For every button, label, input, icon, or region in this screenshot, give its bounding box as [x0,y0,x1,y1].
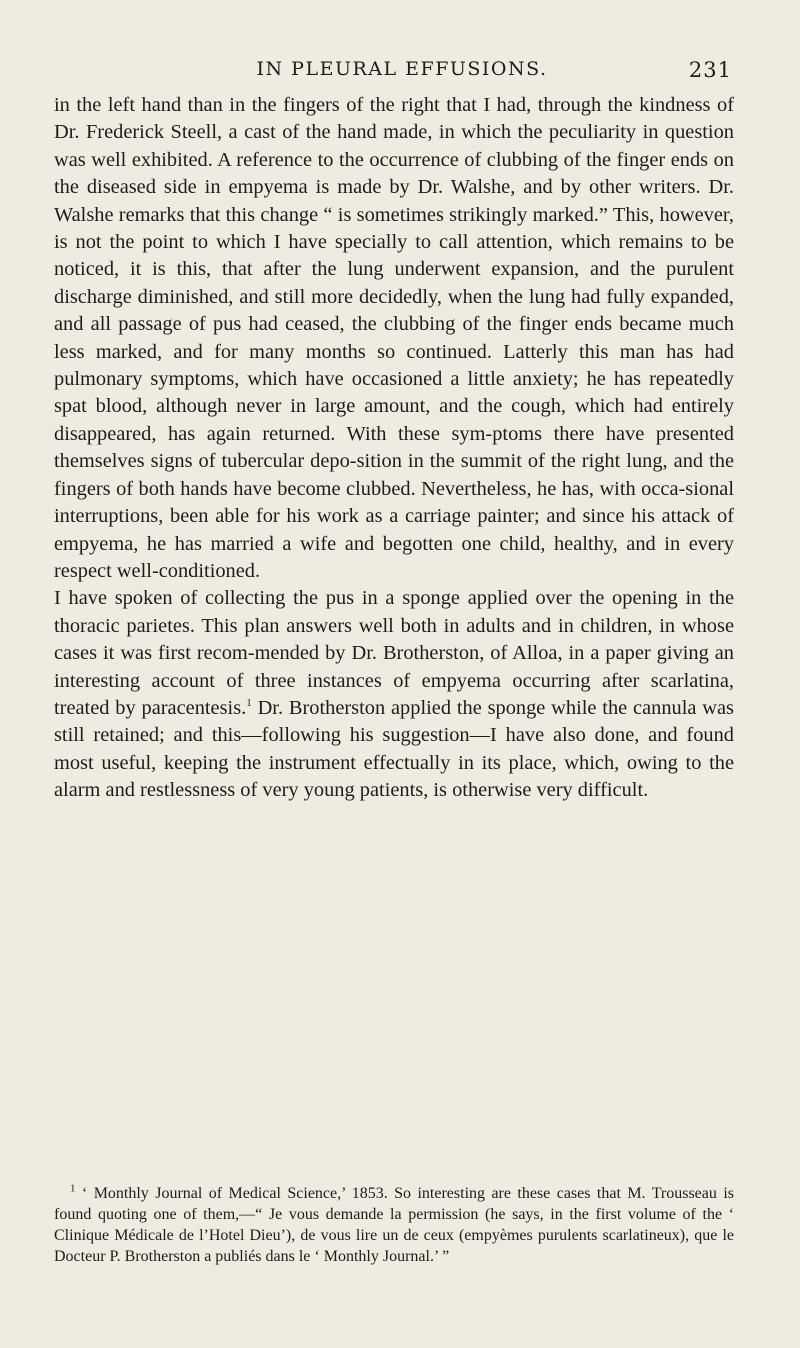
page-number: 231 [688,58,732,82]
paragraph-2 [54,585,734,804]
footnote [54,1183,734,1267]
main-text [54,92,734,805]
running-header [72,58,732,88]
footnote-marker: 1 [70,1182,76,1195]
footnote-text-block [54,1183,734,1267]
paragraph-2-end: Dr. Brotherston applied the sponge while the cannula was still retained; and this—following his suggestion—I have also done, and found most useful, keeping the instrument effectually in its place, which, owing to the alarm and restlessness of very young patients, is otherwise very difficult. [54,696,734,802]
running-title: IN PLEURAL EFFUSIONS. [256,58,548,80]
footnote-text: ‘ Monthly Journal of Medical Science,’ 1853. So interesting are these cases that M. Trousseau is found quoting one of them,—“ Je vous demande la permission (he says, in the first volume of the ‘ Clinique Médicale de l’Hotel Dieu’), de vous lire un de ceux (empyèmes purulents scarlatineux), que le Docteur P. Brotherston a publiés dans le ‘ Monthly Journal.’ ” [54,1185,734,1265]
footnote-reference: 1 [246,697,252,710]
paragraph-1: in the left hand than in the fingers of the right that I had, through the kindness of Dr. Frederick Steell, a cast of the hand made, in which the peculiarity in question was well exhibited. A reference to the occurrence of clubbing of the finger ends on the diseased side in empyema is made by Dr. Walshe, and by other writers. Dr. Walshe remarks that this change “ is sometimes strikingly marked.” This, however, is not the point to which I have specially to call attention, which remains to be noticed, it is this, that after the lung underwent expansion, and the purulent discharge diminished, and still more decidedly, when the lung had fully expanded, and all passage of pus had ceased, the clubbing of the finger ends became much less marked, and for many months so continued. Latterly this man has had pulmonary symptoms, which have occasioned a little anxiety; he has repeatedly spat blood, although never in large amount, and the cough, which had entirely disappeared, has again returned. With these sym-ptoms there have presented themselves signs of tubercular depo-sition in the summit of the right lung, and the fingers of both hands have become clubbed. Nevertheless, he has, with occa-sional interruptions, been able for his work as a carriage painter; and since his attack of empyema, he has married a wife and begotten one child, healthy, and in every respect well-conditioned. [54,94,734,582]
paragraph-2-start: I have spoken of collecting the pus in a sponge applied over the opening in the thoracic parietes. This plan answers well both in adults and in children, in whose cases it was first recom-mended by Dr. Brotherston, of Alloa, in a paper giving an interesting account of three instances of empyema occurring after scarlatina, treated by paracentesis. [54,587,734,719]
